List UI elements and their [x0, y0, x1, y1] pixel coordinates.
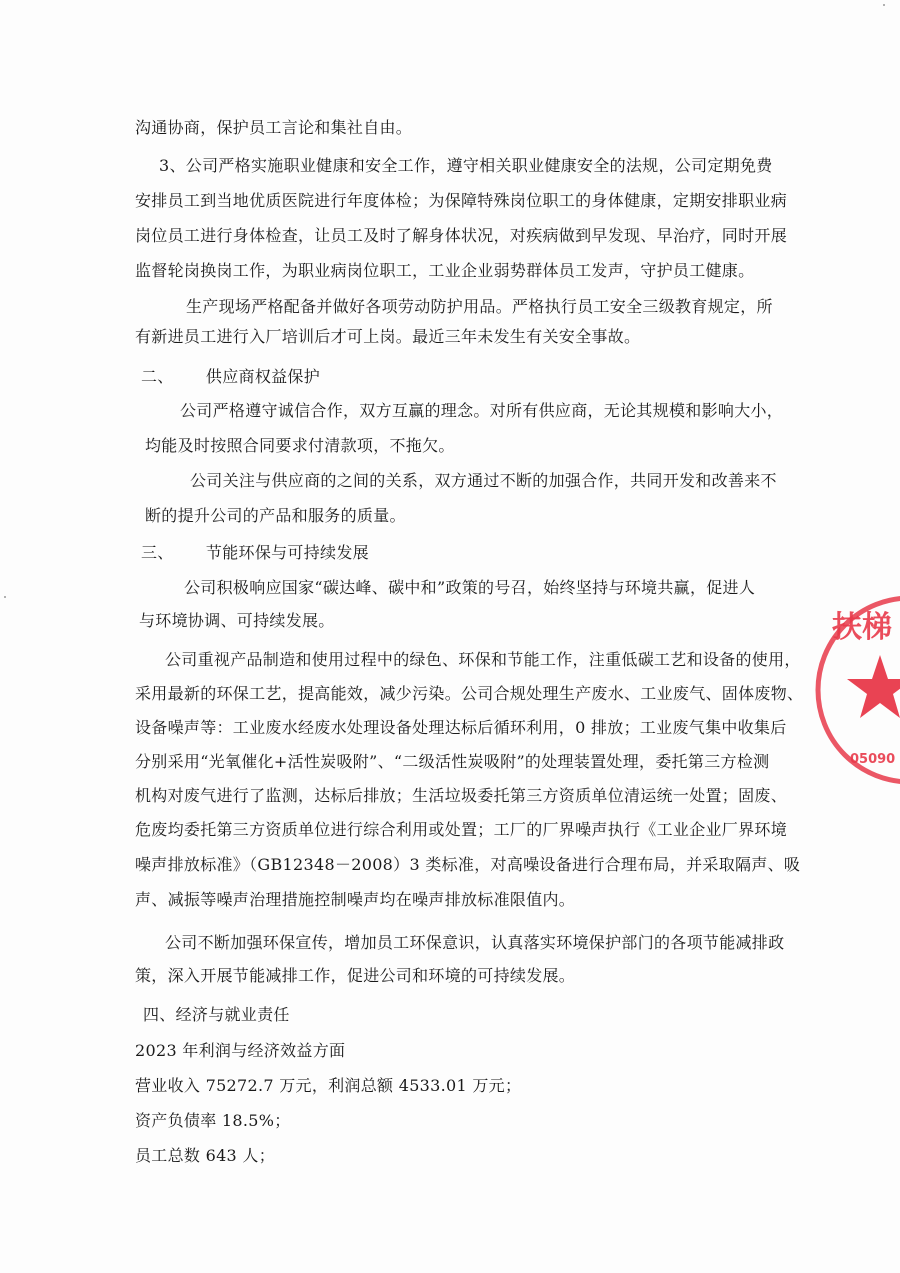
seal-number: 05090: [850, 752, 896, 767]
text-line: 设备噪声等：工业废水经废水处理设备处理达标后循环利用，0 排放；工业废气集中收集后: [135, 718, 787, 737]
text-line: 公司关注与供应商的之间的关系，双方通过不断的加强合作，共同开发和改善来不: [190, 471, 777, 490]
text-line: 与环境协调、可持续发展。: [139, 611, 335, 630]
text-line: 资产负债率 18.5%；: [135, 1111, 291, 1130]
text-line: 公司不断加强环保宣传，增加员工环保意识，认真落实环境保护部门的各项节能减排政: [165, 933, 785, 952]
text-line: 噪声排放标准》（GB12348－2008）3 类标准，对高噪设备进行合理布局，并采取隔声、吸: [135, 855, 801, 874]
section-heading: 四、经济与就业责任: [143, 1005, 290, 1024]
section-heading: 二、 供应商权益保护: [141, 367, 321, 386]
text-line: 安排员工到当地优质医院进行年度体检；为保障特殊岗位职工的身体健康，定期安排职业病: [135, 191, 788, 210]
seal-text-top: 扶梯: [832, 610, 892, 645]
text-line: 员工总数 643 人；: [135, 1146, 276, 1165]
text-line: 沟通协商，保护员工言论和集社自由。: [135, 118, 413, 137]
text-line: 监督轮岗换岗工作，为职业病岗位职工，工业企业弱势群体员工发声，守护员工健康。: [135, 261, 755, 280]
text-line: 2023 年利润与经济效益方面: [135, 1041, 346, 1060]
text-line: 公司积极响应国家“碳达峰、碳中和”政策的号召，始终坚持与环境共赢，促进人: [184, 578, 756, 597]
scan-speck: [883, 4, 885, 6]
text-line: 采用最新的环保工艺，提高能效，减少污染。公司合规处理生产废水、工业废气、固体废物、: [135, 684, 804, 703]
text-line: 危废均委托第三方资质单位进行综合利用或处置；工厂的厂界噪声执行《工业企业厂界环境: [135, 820, 788, 839]
text-line: 3、公司严格实施职业健康和安全工作，遵守相关职业健康安全的法规，公司定期免费: [159, 156, 773, 175]
text-line: 均能及时按照合同要求付清款项，不拖欠。: [145, 436, 455, 455]
text-line: 公司重视产品制造和使用过程中的绿色、环保和节能工作，注重低碳工艺和设备的使用，: [165, 650, 801, 669]
company-seal-icon: [820, 595, 900, 805]
text-line: 策，深入开展节能减排工作，促进公司和环境的可持续发展。: [135, 966, 576, 985]
text-line: 岗位员工进行身体检查，让员工及时了解身体状况，对疾病做到早发现、早治疗，同时开展: [135, 226, 788, 245]
text-line: 声、减振等噪声治理措施控制噪声均在噪声排放标准限值内。: [135, 890, 576, 909]
text-line: 营业收入 75272.7 万元，利润总额 4533.01 万元；: [135, 1076, 522, 1095]
text-line: 断的提升公司的产品和服务的质量。: [145, 506, 406, 525]
scan-speck: [4, 596, 6, 598]
seal-star-icon: [847, 655, 900, 718]
text-line: 分别采用“光氧催化+活性炭吸附”、“二级活性炭吸附”的处理装置处理，委托第三方检测: [135, 752, 770, 771]
text-line: 有新进员工进行入厂培训后才可上岗。最近三年未发生有关安全事故。: [135, 327, 641, 346]
text-line: 生产现场严格配备并做好各项劳动防护用品。严格执行员工安全三级教育规定，所: [186, 297, 773, 316]
text-line: 机构对废气进行了监测，达标后排放；生活垃圾委托第三方资质单位清运统一处置；固废、: [135, 786, 788, 805]
section-heading: 三、 节能环保与可持续发展: [141, 543, 369, 562]
text-line: 公司严格遵守诚信合作，双方互赢的理念。对所有供应商，无论其规模和影响大小，: [180, 401, 784, 420]
